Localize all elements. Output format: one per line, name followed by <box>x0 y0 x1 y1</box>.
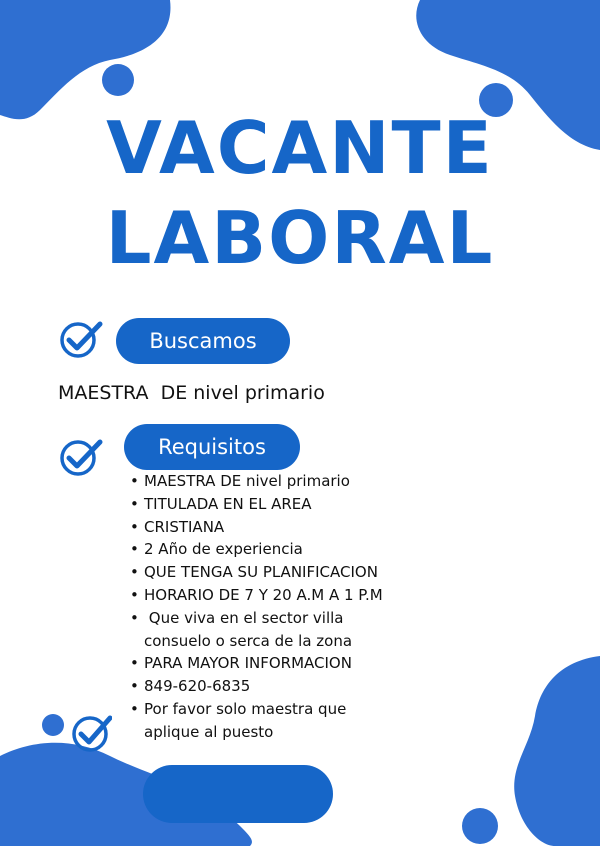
decorative-blob-bottom-right <box>460 646 600 846</box>
decorative-dot <box>42 714 64 736</box>
requisitos-badge: Requisitos <box>124 424 300 470</box>
checkmark-circle-icon <box>58 434 104 480</box>
checkmark-circle-icon <box>66 710 112 756</box>
requirement-item: • Por favor solo maestra que <box>128 698 428 721</box>
requirement-item: • QUE TENGA SU PLANIFICACION <box>128 561 428 584</box>
requirement-item: • MAESTRA DE nivel primario <box>128 470 428 493</box>
requirement-item: • HORARIO DE 7 Y 20 A.M A 1 P.M <box>128 584 428 607</box>
position-text: MAESTRA DE nivel primario <box>58 382 325 404</box>
buscamos-badge: Buscamos <box>116 318 290 364</box>
requirement-item: • CRISTIANA <box>128 516 428 539</box>
requirements-list <box>128 470 428 744</box>
requirement-item-continuation: consuelo o serca de la zona <box>144 631 353 650</box>
title-line-1: VACANTE <box>106 106 494 190</box>
requirement-item: • PARA MAYOR INFORMACION <box>128 652 428 675</box>
requirement-item-continuation: aplique al puesto <box>144 722 274 741</box>
requirement-item: • Que viva en el sector villa <box>128 607 428 630</box>
footer-pill <box>143 765 333 823</box>
requirement-item: • TITULADA EN EL AREA <box>128 493 428 516</box>
requirement-item: • 2 Año de experiencia <box>128 538 428 561</box>
requirement-item: • 849-620-6835 <box>128 675 428 698</box>
title-line-2: LABORAL <box>105 196 495 280</box>
checkmark-circle-icon <box>58 316 104 362</box>
